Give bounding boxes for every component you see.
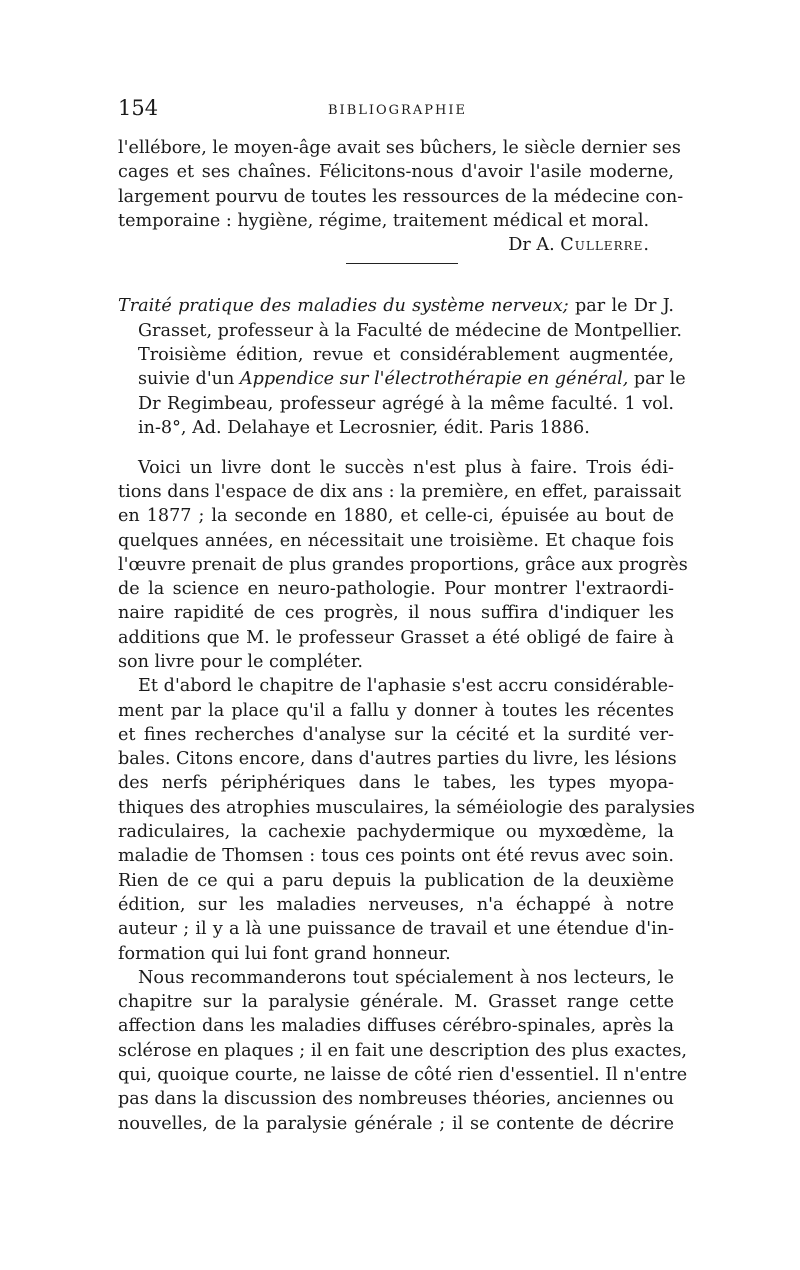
page-header (118, 96, 674, 136)
review-citation (118, 294, 686, 440)
appendix-title: Appendice sur l'électrothérapie en général, (239, 369, 629, 390)
text-line: édition, sur les maladies nerveuses, n'a échappé à notre (118, 894, 674, 915)
review-body (118, 456, 695, 1136)
text-line: naire rapidité de ces progrès, il nous suffira d'indiquer les (118, 603, 674, 624)
text-line: cages et ses chaînes. Félicitons-nous d'avoir l'asile moderne, (118, 162, 674, 183)
text-line: temporaine : hygiène, régime, traitement médical et moral. (118, 210, 650, 231)
signature-name: Cullerre. (560, 235, 650, 256)
signature-title: Dr (508, 235, 531, 256)
text-line: de la science en neuro-pathologie. Pour montrer l'extraordi- (118, 579, 674, 600)
citation-line: Troisième édition, revue et considérablement augmentée, (138, 345, 674, 365)
citation-line: Grasset, professeur à la Faculté de médecine de Montpellier. (138, 320, 683, 341)
text-line: largement pourvu de toutes les ressources de la médecine con- (118, 186, 684, 207)
text-line: son livre pour le compléter. (118, 652, 363, 672)
running-head: BIBLIOGRAPHIE (328, 103, 467, 118)
intro-paragraph (118, 136, 684, 233)
text-line: pas dans la discussion des nombreuses théories, anciennes ou (118, 1089, 674, 1110)
text-line: Nous recommanderons tout spécialement à nos lecteurs, le (138, 967, 674, 988)
page-number: 154 (118, 96, 159, 120)
signature-initial: A. (536, 235, 555, 256)
text-line: Voici un livre dont le succès n'est plus à faire. Trois édi- (138, 457, 674, 478)
text-line: des nerfs périphériques dans le tabes, les types myopa- (118, 773, 674, 794)
text-line: ment par la place qu'il a fallu y donner à toutes les récentes (118, 700, 674, 721)
text-line: quelques années, en nécessitait une troisième. Et chaque fois (118, 530, 674, 551)
text-line: qui, quoique courte, ne laisse de côté rien d'essentiel. Il n'entre (118, 1065, 688, 1086)
text-line: tions dans l'espace de dix ans : la première, en effet, paraissait (118, 481, 682, 502)
text-line: sclérose en plaques ; il en fait une description des plus exactes, (118, 1040, 687, 1061)
text-line: et fines recherches d'analyse sur la cécité et la surdité ver- (118, 724, 674, 745)
book-title: Traité pratique des maladies du système nerveux; (118, 296, 569, 317)
citation-line: Dr Regimbeau, professeur agrégé à la même faculté. 1 vol. (138, 393, 674, 414)
text-line: nouvelles, de la paralysie générale ; il se contente de décrire (118, 1113, 674, 1134)
text-line: l'œuvre prenait de plus grandes proportions, grâce aux progrès (118, 554, 688, 575)
text-line: chapitre sur la paralysie générale. M. Grasset range cette (118, 992, 674, 1013)
citation-line: suivie d'un Appendice sur l'électrothérapie en général, par le (138, 369, 686, 390)
text-line: affection dans les maladies diffuses cérébro-spinales, après la (118, 1016, 674, 1037)
text-line: Et d'abord le chapitre de l'aphasie s'est accru considérable- (138, 676, 674, 697)
text-line: additions que M. le professeur Grasset a été obligé de faire à (118, 627, 674, 648)
text-line: auteur ; il y a là une puissance de travail et une étendue d'in- (118, 919, 674, 940)
citation-line: in-8°, Ad. Delahaye et Lecrosnier, édit. Paris 1886. (138, 418, 590, 439)
text-line: l'ellébore, le moyen-âge avait ses bûchers, le siècle dernier ses (118, 138, 681, 158)
text-line: formation qui lui font grand honneur. (118, 943, 451, 964)
text-line: thiques des atrophies musculaires, la séméiologie des paralysies (118, 797, 695, 818)
text-line: radiculaires, la cachexie pachydermique ou myxœdème, la (118, 822, 674, 843)
text-line: en 1877 ; la seconde en 1880, et celle-ci, épuisée au bout de (118, 506, 674, 527)
book-page (118, 96, 695, 1136)
section-divider (346, 263, 458, 264)
author-signature (118, 233, 674, 257)
text-line: Rien de ce qui a paru depuis la publication de la deuxième (118, 870, 674, 891)
text-line: bales. Citons encore, dans d'autres parties du livre, les lésions (118, 749, 677, 770)
text-line: maladie de Thomsen : tous ces points ont été revus avec soin. (118, 846, 674, 867)
citation-line: Traité pratique des maladies du système nerveux; par le Dr J. (118, 296, 675, 317)
